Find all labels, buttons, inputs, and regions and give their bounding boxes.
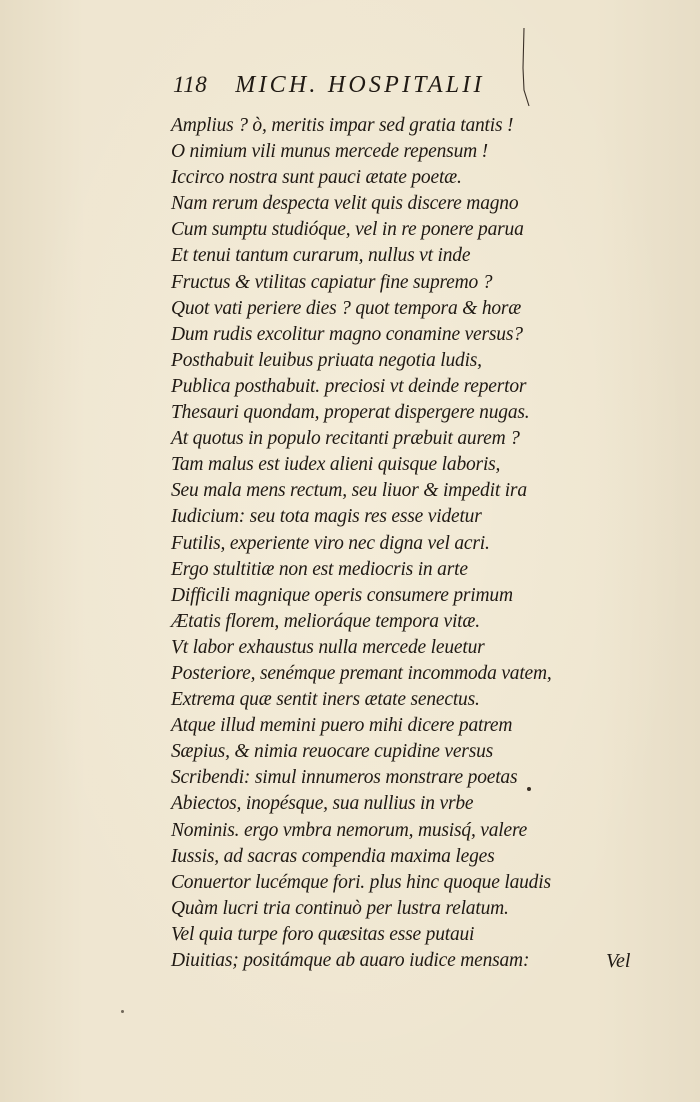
verse-line: Publica posthabuit. preciosi vt deinde repertor xyxy=(171,375,527,397)
running-title: MICH. HOSPITALII xyxy=(235,72,485,98)
page-number: 118 xyxy=(173,72,208,97)
verse-line: Fructus & vtilitas capiatur fine supremo ? xyxy=(171,271,493,293)
verse-line: Vt labor exhaustus nulla mercede leuetur xyxy=(171,636,485,658)
verse-line: Iccirco nostra sunt pauci ætate poetæ. xyxy=(171,167,462,189)
paper-fold-mark xyxy=(518,28,532,108)
verse-line: Et tenui tantum curarum, nullus vt inde xyxy=(171,245,471,267)
verse-line: Abiectos, inopésque, sua nullius in vrbe xyxy=(171,793,474,815)
verse-line: Iussis, ad sacras compendia maxima leges xyxy=(171,845,495,867)
verse-line: Vel quia turpe foro quæsitas esse putaui xyxy=(171,923,475,945)
verse-line: Posthabuit leuibus priuata negotia ludis, xyxy=(171,349,482,371)
verse-line: Ætatis florem, melioráque tempora vitæ. xyxy=(171,610,480,632)
verse-line: Thesauri quondam, properat dispergere nugas. xyxy=(171,402,530,424)
verse-line: At quotus in populo recitanti præbuit aurem ? xyxy=(171,428,520,450)
verse-line: Quàm lucri tria continuò per lustra relatum. xyxy=(171,897,509,919)
verse-line: Iudicium: seu tota magis res esse videtur xyxy=(171,506,482,528)
verse-line: Amplius ? ò, meritis impar sed gratia tantis ! xyxy=(171,115,514,136)
verse-line: Ergo stultitiæ non est mediocris in arte xyxy=(171,558,468,580)
page-header xyxy=(173,72,485,106)
verse-line: Posteriore, senémque premant incommoda vatem, xyxy=(171,662,552,684)
verse-line: O nimium vili munus mercede repensum ! xyxy=(171,141,488,163)
verse-line: Cum sumptu studióque, vel in re ponere parua xyxy=(171,219,524,241)
ink-speck xyxy=(527,787,531,791)
verse-line: Scribendi: simul innumeros monstrare poetas xyxy=(171,767,518,789)
verse-text-block xyxy=(171,113,631,974)
verse-line: Atque illud memini puero mihi dicere patrem xyxy=(171,715,513,737)
catchword: Vel xyxy=(606,950,631,972)
ink-speck xyxy=(121,1010,124,1013)
verse-line: Seu mala mens rectum, seu liuor & impedit ira xyxy=(171,480,527,502)
verse-line: Nominis. ergo vmbra nemorum, musisq́, valere xyxy=(171,819,528,841)
show-through-text xyxy=(654,82,700,942)
verse-line: Conuertor lucémque fori. plus hinc quoque laudis xyxy=(171,871,551,893)
verse-line: Quot vati periere dies ? quot tempora & horæ xyxy=(171,297,522,319)
verse-line: Futilis, experiente viro nec digna vel acri. xyxy=(171,532,490,554)
verse-line: Nam rerum despecta velit quis discere magno xyxy=(171,193,519,215)
verse-line: Extrema quæ sentit iners ætate senectus. xyxy=(171,689,480,711)
verse-line: Dum rudis excolitur magno conamine versus? xyxy=(171,323,523,345)
verse-line: Difficili magnique operis consumere primum xyxy=(171,584,513,606)
verse-line: Diuitias; positámque ab auaro iudice mensam: xyxy=(171,950,530,971)
verse-line: Sæpius, & nimia reuocare cupidine versus xyxy=(171,741,494,763)
verse-line: Tam malus est iudex alieni quisque laboris, xyxy=(171,454,501,476)
